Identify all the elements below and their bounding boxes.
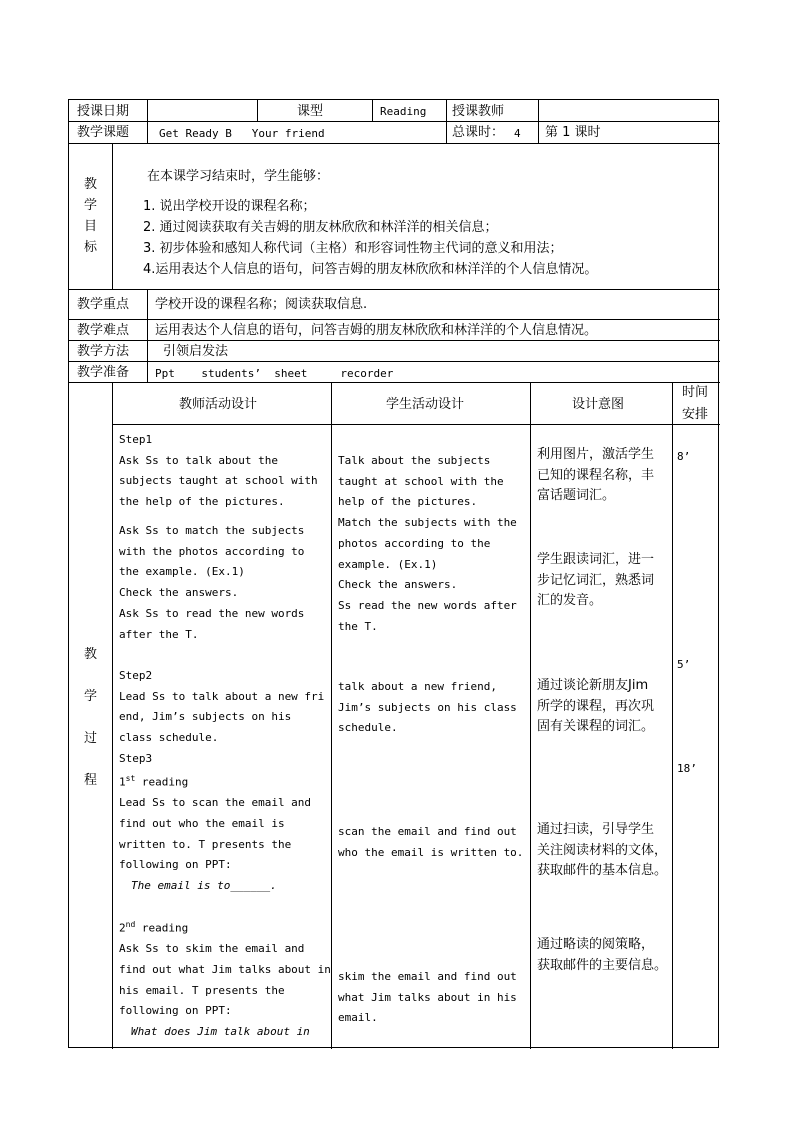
second-reading-block	[119, 915, 331, 1043]
intent-line: 获取邮件的主要信息。	[537, 957, 668, 973]
row-divider	[69, 143, 720, 144]
teacher-line: written to. T presents the	[119, 837, 292, 851]
methods-value: 引领启发法	[163, 344, 229, 359]
intent-line: 通过扫读，引导学生	[537, 822, 655, 837]
teacher-step1-block-2	[119, 521, 304, 645]
student-line: Jim’s subjects on his class	[338, 700, 517, 714]
date-label: 授课日期	[77, 104, 130, 119]
objectives-label-char: 目	[84, 219, 98, 234]
design-intent-header: 设计意图	[572, 397, 625, 412]
teacher-line: find out who the email is	[119, 817, 285, 831]
teacher-line: Step1	[119, 433, 153, 446]
objective-item: 4.运用表达个人信息的语句，问答吉姆的朋友林欣欣和林洋洋的个人信息情况。	[143, 262, 598, 277]
student-line: photos according to the	[338, 536, 491, 550]
student-line: Talk about the subjects	[338, 454, 491, 467]
student-line: skim the email and find out	[338, 970, 517, 983]
objectives-label-char: 标	[84, 240, 98, 255]
col-divider	[372, 100, 373, 121]
student-line: email.	[338, 1011, 378, 1025]
teacher-line: Ask Ss to match the subjects	[119, 524, 305, 537]
teacher-line: after the T.	[119, 627, 199, 641]
intent-line: 通过谈论新朋友Jim	[537, 678, 649, 693]
intent-line: 富话题词汇。	[537, 488, 616, 504]
key-points-value: 学校开设的课程名称；阅读获取信息.	[155, 297, 368, 312]
student-line: scan the email and find out	[338, 825, 517, 838]
topic-value: Get Ready B Your friend	[159, 127, 325, 140]
teacher-line: Lead Ss to scan the email and	[119, 796, 312, 810]
student-activity-header: 学生活动设计	[386, 397, 465, 412]
second-reading-heading: 2nd reading	[119, 920, 189, 935]
student-line: Check the answers.	[338, 578, 458, 592]
teacher-line: Ask Ss to read the new words	[119, 606, 305, 620]
intent-line: 步记忆词汇，熟悉词	[537, 572, 655, 588]
teacher-line: class schedule.	[119, 731, 219, 745]
key-points-label: 教学重点	[77, 297, 130, 312]
row-divider	[69, 361, 720, 362]
student-line: taught at school with the	[338, 474, 504, 488]
student-skim-block	[338, 967, 517, 1029]
objective-item: 1. 说出学校开设的课程名称；	[143, 199, 316, 214]
intent-block-2	[537, 550, 654, 612]
total-periods-value: 4	[514, 127, 521, 140]
lesson-plan-table	[68, 99, 719, 1048]
teacher-step1-block	[119, 430, 318, 513]
row-divider	[69, 382, 720, 383]
student-line: schedule.	[338, 721, 398, 735]
intent-line: 已知的课程名称，丰	[537, 467, 655, 483]
intent-block-1	[537, 445, 654, 507]
col-divider	[538, 100, 539, 143]
intent-block-3	[537, 676, 654, 738]
intent-line: 获取邮件的基本信息。	[537, 863, 668, 879]
difficulties-value: 运用表达个人信息的语句，问答吉姆的朋友林欣欣和林洋洋的个人信息情况。	[155, 323, 598, 338]
student-line: the T.	[338, 619, 378, 633]
row-divider	[69, 289, 720, 290]
teacher-activity-header: 教师活动设计	[179, 397, 258, 412]
time-value-2: 5’	[677, 658, 691, 671]
process-label-char: 程	[84, 773, 98, 788]
time-value-1: 8’	[677, 450, 691, 463]
student-line: who the email is written to.	[338, 845, 524, 859]
period-number: 第 1 课时	[545, 125, 601, 140]
total-periods-label: 总课时：	[452, 125, 505, 140]
preparation-value: Ppt students’ sheet recorder	[155, 367, 394, 380]
teacher-line: find out what Jim talks about in	[119, 963, 331, 977]
first-reading-heading: 1st reading	[119, 774, 189, 789]
student-line: help of the pictures.	[338, 495, 478, 509]
teacher-line: Ask Ss to talk about the	[119, 453, 278, 467]
col-divider	[331, 382, 332, 1049]
intent-line: 通过略读的阅策略，	[537, 937, 655, 952]
intent-block-4	[537, 820, 667, 882]
col-divider	[530, 382, 531, 1049]
student-step2-block	[338, 677, 517, 739]
time-value-3: 18’	[677, 762, 697, 775]
teacher-line: end, Jim’s subjects on his	[119, 710, 292, 724]
teacher-line: following on PPT:	[119, 858, 232, 872]
methods-label: 教学方法	[77, 344, 130, 359]
process-label-char: 教	[84, 647, 98, 662]
difficulties-label: 教学难点	[77, 323, 130, 338]
teacher-line: the example. (Ex.1)	[119, 565, 245, 579]
student-line: Ss read the new words after	[338, 598, 517, 612]
type-value: Reading	[380, 105, 427, 118]
col-divider	[147, 100, 148, 143]
col-divider	[446, 100, 447, 143]
teacher-line: Step2	[119, 669, 153, 682]
row-divider	[69, 340, 720, 341]
teacher-line: his email. T presents the	[119, 983, 285, 997]
time-header-line1: 时间	[682, 385, 709, 400]
objectives-intro: 在本课学习结束时，学生能够：	[147, 169, 330, 184]
row-divider	[69, 319, 720, 320]
objectives-label-char: 学	[84, 198, 98, 213]
student-step1-block	[338, 451, 517, 637]
teacher-line: Check the answers.	[119, 586, 239, 600]
topic-label: 教学课题	[77, 125, 130, 140]
process-label-char: 学	[84, 689, 98, 704]
preparation-label: 教学准备	[77, 365, 130, 380]
teacher-line: Lead Ss to talk about a new fri	[119, 689, 325, 703]
first-reading-block	[119, 769, 311, 897]
student-line: what Jim talks about in his	[338, 990, 517, 1004]
skim-prompt: What does Jim talk about in	[131, 1025, 310, 1039]
col-divider	[112, 143, 113, 289]
objectives-label-char: 教	[84, 177, 98, 192]
objective-item: 2. 通过阅读获取有关吉姆的朋友林欣欣和林洋洋的相关信息；	[143, 220, 498, 235]
time-header-line2: 安排	[682, 407, 709, 422]
teacher-line: with the photos according to	[119, 544, 305, 558]
student-line: Match the subjects with the	[338, 516, 517, 530]
intent-line: 汇的发音。	[537, 593, 603, 609]
objective-item: 3. 初步体验和感知人称代词（主格）和形容词性物主代词的意义和用法；	[143, 241, 563, 256]
intent-line: 利用图片，激活学生	[537, 447, 655, 462]
teacher-step2-block	[119, 666, 324, 770]
teacher-line: following on PPT:	[119, 1004, 232, 1018]
col-divider	[672, 382, 673, 1049]
teacher-line: Ask Ss to skim the email and	[119, 942, 305, 956]
col-divider	[147, 289, 148, 382]
student-line: example. (Ex.1)	[338, 557, 438, 571]
col-divider	[112, 382, 113, 1049]
student-scan-block	[338, 822, 523, 863]
row-divider	[112, 424, 720, 425]
scan-prompt: The email is to______.	[131, 879, 277, 893]
intent-line: 固有关课程的词汇。	[537, 719, 655, 735]
teacher-label: 授课教师	[452, 104, 505, 119]
teacher-line: Step3	[119, 751, 153, 765]
intent-line: 关注阅读材料的文体，	[537, 842, 668, 858]
intent-block-5	[537, 935, 667, 976]
type-label: 课型	[297, 104, 324, 119]
intent-line: 所学的课程，再次巩	[537, 698, 655, 714]
intent-line: 学生跟读词汇，进一	[537, 552, 655, 567]
row-divider	[69, 121, 720, 122]
col-divider	[257, 100, 258, 121]
teacher-line: the help of the pictures.	[119, 495, 285, 509]
student-line: talk about a new friend,	[338, 680, 497, 693]
process-label-char: 过	[84, 731, 98, 746]
teacher-line: subjects taught at school with	[119, 474, 318, 488]
